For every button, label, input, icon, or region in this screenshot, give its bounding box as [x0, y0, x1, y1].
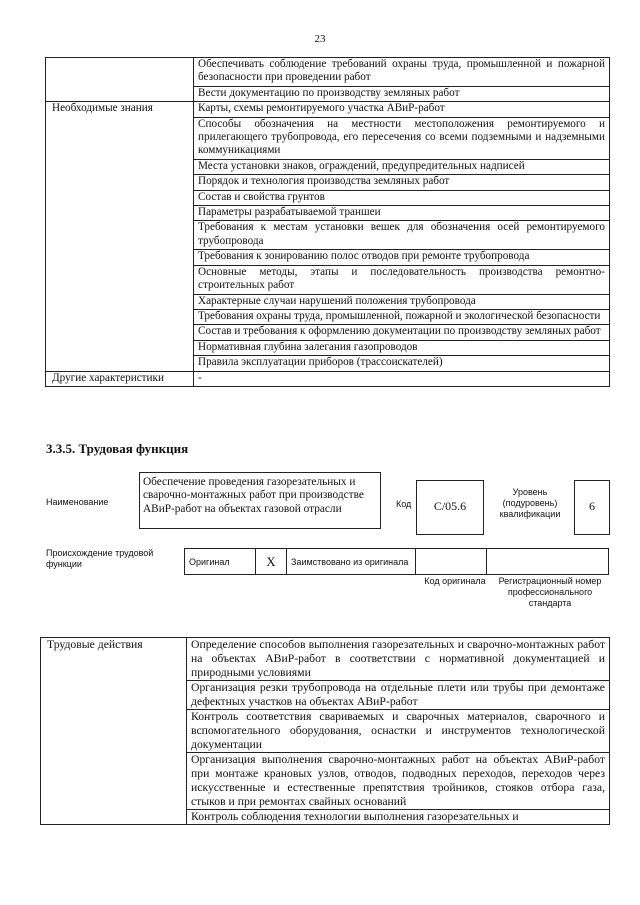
- knowledge-text-cell: Требования охраны труда, промышленной, пожарной и экологической безопасности: [194, 309, 610, 324]
- knowledge-text-cell: Порядок и технология производства земляных работ: [194, 175, 610, 190]
- knowledge-text-cell: Состав и требования к оформлению документации по производству земляных работ: [194, 325, 610, 340]
- knowledge-text-cell: Требования к местам установки вешек для обозначения осей ремонтируемого трубопровода: [194, 221, 610, 250]
- function-name-box: Обеспечение проведения газорезательных и сварочно-монтажных работ при производстве АВиР-работ на объектах газовой отрасли: [139, 472, 381, 529]
- knowledge-text-cell: Вести документацию по производству земляных работ: [194, 86, 610, 101]
- original-label: Оригинал: [185, 549, 256, 575]
- knowledge-text-cell: Места установки знаков, ограждений, предупредительных надписей: [194, 159, 610, 174]
- original-mark: X: [256, 549, 287, 575]
- labor-action-row: [41, 638, 610, 681]
- knowledge-text-cell: Карты, схемы ремонтируемого участка АВиР-работ: [194, 102, 610, 117]
- reg-number-label: Регистрационный номер профессионального стандарта: [498, 576, 602, 608]
- knowledge-label-cell: Необходимые знания: [46, 102, 194, 371]
- origin-label: Происхождение трудовой функции: [46, 548, 154, 569]
- labor-actions-label: Трудовые действия: [41, 638, 187, 825]
- knowledge-text-cell: Параметры разрабатываемой траншеи: [194, 206, 610, 221]
- knowledge-label-cell: Другие характеристики: [46, 371, 194, 386]
- labor-action-text: Определение способов выполнения газорезательных и сварочно-монтажных работ на объектах АВиР-работ в соответствии с нормативной документацией и природными условиями: [187, 638, 610, 681]
- knowledge-row: [46, 102, 610, 117]
- reg-number-cell: [487, 549, 609, 575]
- qualification-level-box: 6: [574, 480, 610, 535]
- section-heading: 3.3.5. Трудовая функция: [46, 441, 189, 456]
- knowledge-text-cell: Нормативная глубина залегания газопроводов: [194, 340, 610, 355]
- knowledge-text-cell: Основные методы, этапы и последовательность производства ремонтно-строительных работ: [194, 265, 610, 294]
- page-number: 23: [314, 33, 326, 45]
- knowledge-row: [46, 371, 610, 386]
- knowledge-text-cell: Обеспечивать соблюдение требований охраны труда, промышленной и пожарной безопасности при проведении работ: [194, 58, 610, 87]
- origin-code-cell: [416, 549, 487, 575]
- code-label: Код: [396, 499, 412, 509]
- labor-action-text: Контроль соответствия свариваемых и сварочных материалов, сварочного и вспомогательного оборудования, оснастки и инструментов технологической документации: [187, 710, 610, 753]
- name-label: Наименование: [46, 497, 109, 507]
- level-label: Уровень (подуровень) квалификации: [499, 487, 561, 519]
- origin-code-label: Код оригинала: [424, 576, 486, 586]
- knowledge-text-cell: Характерные случаи нарушений положения трубопровода: [194, 294, 610, 309]
- knowledge-text-cell: Требования к зонированию полос отводов при ремонте трубопровода: [194, 250, 610, 265]
- borrowed-label: Заимствовано из оригинала: [287, 549, 416, 575]
- function-code-box: C/05.6: [416, 480, 484, 535]
- knowledge-table: [45, 57, 610, 387]
- labor-action-text: Организация резки трубопровода на отдельные плети или трубы при демонтаже дефектных участков на объектах АВиР-работ: [187, 681, 610, 710]
- labor-action-text: Организация выполнения сварочно-монтажных работ на объектах АВиР-работ при монтаже крановых узлов, отводов, подводных переходов, переходов через искусственные и естественные препятствия тройников, стояков отбора газа, стыков и при ремонтах свайных оснований: [187, 753, 610, 810]
- origin-table: [184, 548, 609, 575]
- knowledge-text-cell: Правила эксплуатации приборов (трассоискателей): [194, 356, 610, 371]
- knowledge-text-cell: Состав и свойства грунтов: [194, 190, 610, 205]
- labor-action-text: Контроль соблюдения технологии выполнения газорезательных и: [187, 810, 610, 825]
- knowledge-label-cell: [46, 58, 194, 102]
- labor-actions-table: [40, 637, 610, 825]
- knowledge-row: [46, 58, 610, 87]
- knowledge-text-cell: Способы обозначения на местности местоположения ремонтируемого и прилегающего трубопровода, его пересечения со всеми подземными и надземными коммуникациями: [194, 117, 610, 159]
- knowledge-text-cell: -: [194, 371, 610, 386]
